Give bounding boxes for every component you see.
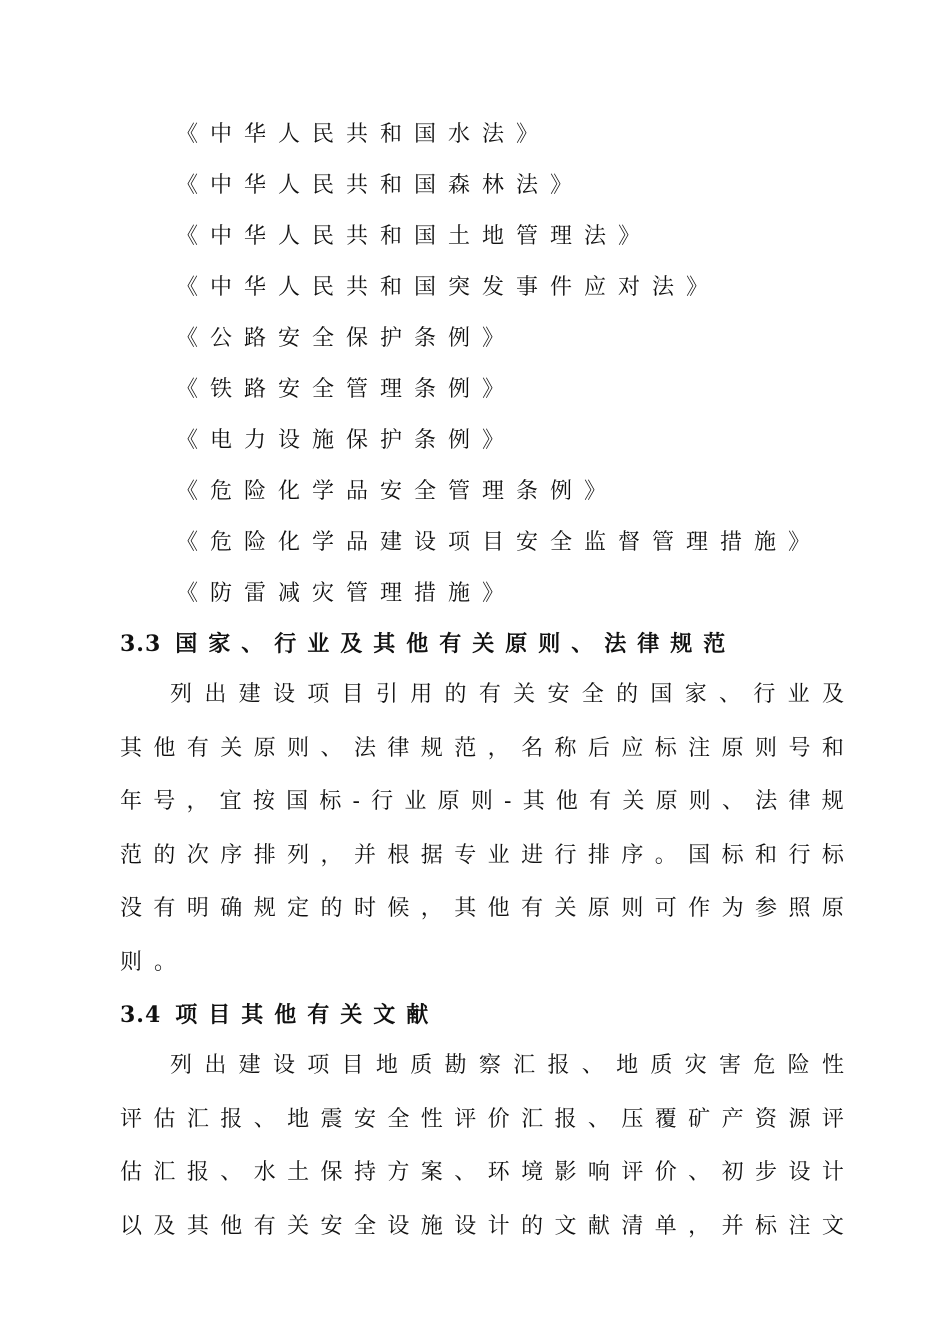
section-3-3-title: 国家、行业及其他有关原则、法律规范 xyxy=(175,631,737,657)
law-item: 《中华人民共和国土地管理法》 xyxy=(176,224,653,249)
paragraph-line: 其 他 有 关 原 则 、 法 律 规 范 ， 名 称 后 应 标 注 原 则 号 和 xyxy=(120,735,844,761)
paragraph-line: 以 及 其 他 有 关 安 全 设 施 设 计 的 文 献 清 单 ， 并 标 注 文 xyxy=(120,1213,844,1239)
section-3-4-number: 3.4 xyxy=(120,1002,162,1028)
paragraph-line: 则。 xyxy=(120,949,189,975)
law-item: 《中华人民共和国突发事件应对法》 xyxy=(176,275,721,300)
law-item: 《中华人民共和国水法》 xyxy=(176,122,551,147)
law-item: 《公路安全保护条例》 xyxy=(176,326,517,351)
paragraph-line: 列 出 建 设 项 目 地 质 勘 察 汇 报 、 地 质 灾 害 危 险 性 xyxy=(170,1053,844,1078)
paragraph-line: 估 汇 报 、 水 土 保 持 方 案 、 环 境 影 响 评 价 、 初 步 设 计 xyxy=(120,1160,844,1185)
paragraph-line: 评 估 汇 报 、 地 震 安 全 性 评 价 汇 报 、 压 覆 矿 产 资 源 评 xyxy=(120,1106,844,1132)
section-3-4-title: 项目其他有关文献 xyxy=(175,1002,440,1028)
paragraph-line: 列 出 建 设 项 目 引 用 的 有 关 安 全 的 国 家 、 行 业 及 xyxy=(170,682,844,707)
section-3-4-heading xyxy=(120,997,439,1033)
section-3-3-paragraph xyxy=(120,677,844,998)
paragraph-line: 年 号 ， 宜 按 国 标 - 行 业 原 则 - 其 他 有 关 原 则 、 法 律 规 xyxy=(120,789,844,814)
paragraph-line: 范 的 次 序 排 列 ， 并 根 据 专 业 进 行 排 序 。 国 标 和 行 标 xyxy=(120,842,844,868)
law-item: 《危险化学品安全管理条例》 xyxy=(176,479,619,504)
law-item: 《电力设施保护条例》 xyxy=(176,428,517,453)
law-item: 《防雷减灾管理措施》 xyxy=(176,581,517,606)
law-item: 《铁路安全管理条例》 xyxy=(176,377,517,402)
paragraph-line: 没 有 明 确 规 定 的 时 候 ， 其 他 有 关 原 则 可 作 为 参 照 原 xyxy=(120,896,844,921)
section-3-4-paragraph xyxy=(120,1048,844,1262)
section-3-3-number: 3.3 xyxy=(120,631,162,657)
section-3-3-heading xyxy=(120,626,736,662)
law-item: 《中华人民共和国森林法》 xyxy=(176,173,585,198)
law-item: 《危险化学品建设项目安全监督管理措施》 xyxy=(176,530,823,555)
law-list xyxy=(176,117,822,627)
